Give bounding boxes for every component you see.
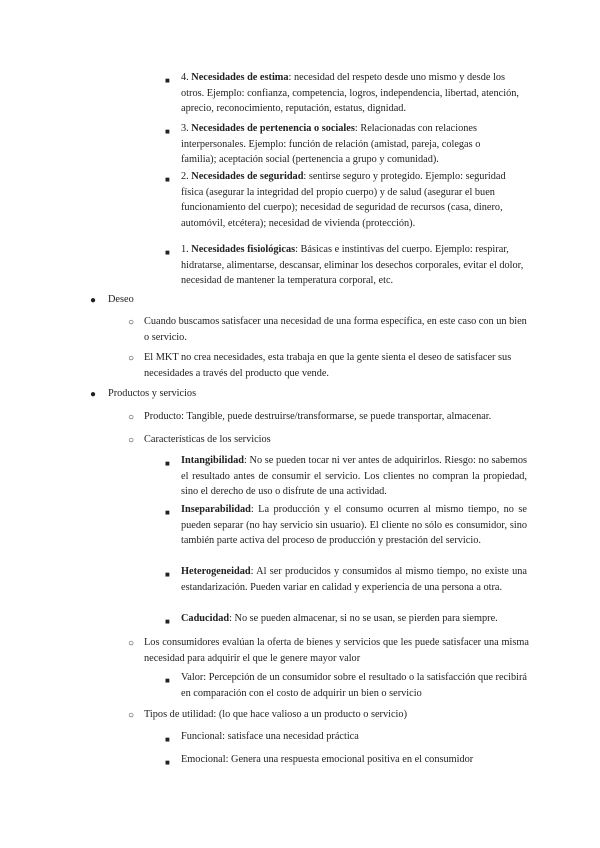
square-bullet-icon: ■ [165,127,170,136]
consumidores-text: Los consumidores evalúan la oferta de bienes y servicios que les puede satisfacer una misma necesidad para adquirir el que le genere mayor valor [144,637,529,664]
square-bullet-icon: ■ [165,459,170,468]
circle-bullet-icon: ○ [128,317,135,328]
square-bullet-icon: ■ [165,248,170,257]
tipo-emocional: Emocional: Genera una respuesta emocional positiva en el consumidor [181,754,474,765]
square-bullet-icon: ■ [165,175,170,184]
square-bullet-icon: ■ [165,508,170,517]
round-bullet-icon: ● [90,295,97,306]
square-bullet-icon: ■ [165,570,170,579]
caracteristica-heterogeneidad: Heterogeneidad: Al ser producidos y consumidos al mismo tiempo, no existe una estandarización. Pueden variar en calidad y experiencia de una persona a otra. [181,566,527,593]
need-esteem: 4. Necesidades de estima: necesidad del respeto desde uno mismo y desde los otros. Ejemplo: confianza, competencia, logros, independencia, libertad, atención, aprecio, reconocimiento, reputación, estatus, dignidad. [181,72,519,114]
circle-bullet-icon: ○ [128,435,135,446]
caracteristica-inseparabilidad: Inseparabilidad: La producción y el consumo ocurren al mismo tiempo, no se pueden separar (no hay servicio sin usuario). El cliente no sólo es consumidor, sino también parte activa del proceso de producción y prestación del servicio. [181,504,527,546]
caracteristica-intangibilidad: Intangibilidad: No se pueden tocar ni ver antes de adquirirlos. Riesgo: no sabemos el resultado antes de consumir el servicio. Los clientes no compran la propiedad, sino el derecho de uso o disfrute de una actividad. [181,455,527,497]
circle-bullet-icon: ○ [128,710,135,721]
need-social: 3. Necesidades de pertenencia o sociales: Relacionadas con relaciones interpersonales. Ejemplo: función de relación (amistad, pareja, colegas o familia); aceptación social (pertenencia a grupo y comunidad). [181,123,481,165]
square-bullet-icon: ■ [165,76,170,85]
tipo-funcional: Funcional: satisface una necesidad práctica [181,731,359,742]
circle-bullet-icon: ○ [128,412,135,423]
deseo-item: El MKT no crea necesidades, esta trabaja en que la gente sienta el deseo de satisfacer sus necesidades a través del producto que vende. [144,352,512,379]
heading-deseo: Deseo [108,294,134,305]
round-bullet-icon: ● [90,389,97,400]
circle-bullet-icon: ○ [128,638,135,649]
tipos-heading: Tipos de utilidad: (lo que hace valioso a un producto o servicio) [144,709,407,720]
square-bullet-icon: ■ [165,617,170,626]
caracteristica-caducidad: Caducidad: No se pueden almacenar, si no se usan, se pierden para siempre. [181,613,498,624]
need-physiological: 1. Necesidades fisiológicas: Básicas e instintivas del cuerpo. Ejemplo: respirar, hidratarse, alimentarse, descansar, eliminar los desechos corporales, evitar el dolor, necesidad de mantener la temperatura corporal, etc. [181,244,524,286]
square-bullet-icon: ■ [165,676,170,685]
need-security: 2. Necesidades de seguridad: sentirse seguro y protegido. Ejemplo: seguridad física (asegurar la integridad del propio cuerpo) y de salud (asegurar el buen funcionamiento del cuerpo); necesidad de seguridad de recursos (casa, dinero, automóvil, etcétera); necesidad de vivienda (protección). [181,171,506,229]
square-bullet-icon: ■ [165,758,170,767]
deseo-item: Cuando buscamos satisfacer una necesidad de una forma específica, en este caso con un bien o servicio. [144,316,527,343]
caracteristicas-heading: Características de los servicios [144,434,271,445]
heading-productos: Productos y servicios [108,388,197,399]
producto-definition: Producto: Tangible, puede destruirse/transformarse, se puede transportar, almacenar. [144,411,492,422]
valor-text: Valor: Percepción de un consumidor sobre el resultado o la satisfacción que recibirá en comparación con el costo de adquirir un bien o servicio [181,672,527,699]
circle-bullet-icon: ○ [128,353,135,364]
square-bullet-icon: ■ [165,735,170,744]
